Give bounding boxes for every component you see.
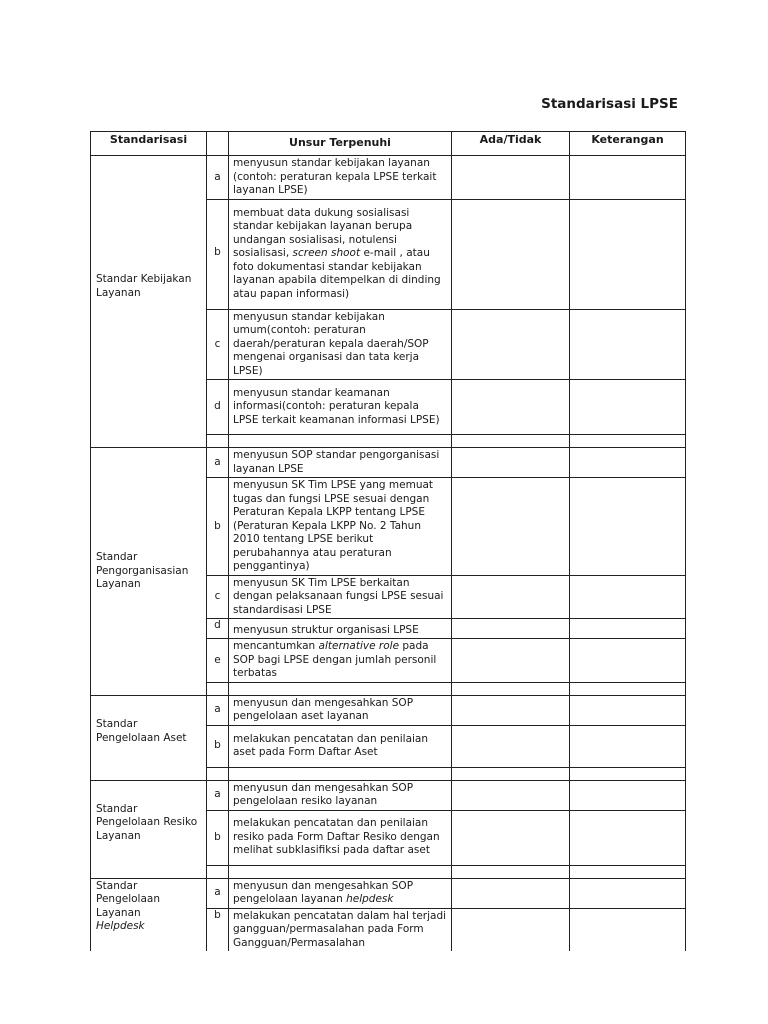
item-letter: a bbox=[207, 780, 229, 810]
ada-tidak-cell[interactable] bbox=[452, 380, 570, 435]
ada-tidak-cell[interactable] bbox=[452, 639, 570, 683]
ada-tidak-cell[interactable] bbox=[452, 878, 570, 908]
keterangan-cell[interactable] bbox=[570, 695, 686, 725]
keterangan-cell[interactable] bbox=[570, 448, 686, 478]
keterangan-cell[interactable] bbox=[570, 878, 686, 908]
item-text: menyusun struktur organisasi LPSE bbox=[229, 619, 452, 639]
item-letter: b bbox=[207, 199, 229, 309]
keterangan-cell[interactable] bbox=[570, 810, 686, 865]
item-text: menyusun dan mengesahkan SOP pengelolaan resiko layanan bbox=[229, 780, 452, 810]
keterangan-cell[interactable] bbox=[570, 478, 686, 576]
item-text: membuat data dukung sosialisasi standar kebijakan layanan berupa undangan sosialisasi, notulensi sosialisasi, screen shoot e-mail , atau foto dokumentasi standar kebijakan layanan apabila ditempelkan di dinding atau papan informasi) bbox=[229, 199, 452, 309]
item-letter: e bbox=[207, 639, 229, 683]
ada-tidak-cell[interactable] bbox=[452, 810, 570, 865]
item-text: menyusun dan mengesahkan SOP pengelolaan aset layanan bbox=[229, 695, 452, 725]
item-text: menyusun SK Tim LPSE berkaitan dengan pelaksanaan fungsi LPSE sesuai standardisasi LPSE bbox=[229, 575, 452, 619]
keterangan-cell[interactable] bbox=[570, 639, 686, 683]
group-name: Standar Pengelolaan Resiko Layanan bbox=[91, 780, 207, 878]
group-name: Standar Pengelolaan Layanan Helpdesk bbox=[91, 878, 207, 951]
keterangan-cell[interactable] bbox=[570, 908, 686, 951]
item-letter: a bbox=[207, 878, 229, 908]
header-letter bbox=[207, 132, 229, 156]
item-letter: b bbox=[207, 810, 229, 865]
header-unsur: Unsur Terpenuhi bbox=[229, 132, 452, 156]
ada-tidak-cell[interactable] bbox=[452, 199, 570, 309]
item-text: menyusun standar keamanan informasi(contoh: peraturan kepala LPSE terkait keamanan informasi LPSE) bbox=[229, 380, 452, 435]
header-ada-tidak: Ada/Tidak bbox=[452, 132, 570, 156]
table-header-row bbox=[91, 132, 686, 156]
group-name: Standar Pengorganisasian Layanan bbox=[91, 448, 207, 696]
table-row bbox=[91, 695, 686, 725]
keterangan-cell[interactable] bbox=[570, 780, 686, 810]
keterangan-cell[interactable] bbox=[570, 380, 686, 435]
table-row bbox=[91, 878, 686, 908]
item-text: menyusun standar kebijakan umum(contoh: peraturan daerah/peraturan kepala daerah/SOP mengenai organisasi dan tata kerja LPSE) bbox=[229, 309, 452, 380]
item-text: mencantumkan alternative role pada SOP bagi LPSE dengan jumlah personil terbatas bbox=[229, 639, 452, 683]
ada-tidak-cell[interactable] bbox=[452, 478, 570, 576]
keterangan-cell[interactable] bbox=[570, 619, 686, 639]
header-keterangan: Keterangan bbox=[570, 132, 686, 156]
ada-tidak-cell[interactable] bbox=[452, 725, 570, 767]
item-letter: b bbox=[207, 908, 229, 951]
item-letter: a bbox=[207, 156, 229, 200]
standarisasi-table bbox=[90, 131, 686, 951]
ada-tidak-cell[interactable] bbox=[452, 908, 570, 951]
page-title: Standarisasi LPSE bbox=[541, 96, 678, 112]
keterangan-cell[interactable] bbox=[570, 156, 686, 200]
item-text: menyusun standar kebijakan layanan (contoh: peraturan kepala LPSE terkait layanan LPSE) bbox=[229, 156, 452, 200]
keterangan-cell[interactable] bbox=[570, 199, 686, 309]
ada-tidak-cell[interactable] bbox=[452, 780, 570, 810]
item-letter: a bbox=[207, 448, 229, 478]
table-row bbox=[91, 780, 686, 810]
table-row bbox=[91, 448, 686, 478]
ada-tidak-cell[interactable] bbox=[452, 309, 570, 380]
item-letter: a bbox=[207, 695, 229, 725]
item-text: melakukan pencatatan dalam hal terjadi gangguan/permasalahan pada Form Gangguan/Permasalahan bbox=[229, 908, 452, 951]
keterangan-cell[interactable] bbox=[570, 309, 686, 380]
item-letter: b bbox=[207, 478, 229, 576]
group-name: Standar Kebijakan Layanan bbox=[91, 156, 207, 448]
item-text: menyusun SK Tim LPSE yang memuat tugas dan fungsi LPSE sesuai dengan Peraturan Kepala LKPP tentang LPSE (Peraturan Kepala LKPP No. 2 Tahun 2010 tentang LPSE berikut perubahannya atau peraturan penggantinya) bbox=[229, 478, 452, 576]
ada-tidak-cell[interactable] bbox=[452, 695, 570, 725]
group-name: Standar Pengelolaan Aset bbox=[91, 695, 207, 780]
ada-tidak-cell[interactable] bbox=[452, 448, 570, 478]
item-letter: d bbox=[207, 380, 229, 435]
item-text: menyusun dan mengesahkan SOP pengelolaan layanan helpdesk bbox=[229, 878, 452, 908]
item-letter: c bbox=[207, 575, 229, 619]
item-letter: b bbox=[207, 725, 229, 767]
ada-tidak-cell[interactable] bbox=[452, 156, 570, 200]
keterangan-cell[interactable] bbox=[570, 725, 686, 767]
ada-tidak-cell[interactable] bbox=[452, 619, 570, 639]
header-standarisasi: Standarisasi bbox=[91, 132, 207, 156]
keterangan-cell[interactable] bbox=[570, 575, 686, 619]
item-text: melakukan pencatatan dan penilaian aset pada Form Daftar Aset bbox=[229, 725, 452, 767]
ada-tidak-cell[interactable] bbox=[452, 575, 570, 619]
item-letter: c bbox=[207, 309, 229, 380]
item-letter: d bbox=[207, 619, 229, 639]
item-text: melakukan pencatatan dan penilaian resiko pada Form Daftar Resiko dengan melihat subklasifiksi pada daftar aset bbox=[229, 810, 452, 865]
table-row bbox=[91, 156, 686, 200]
item-text: menyusun SOP standar pengorganisasi layanan LPSE bbox=[229, 448, 452, 478]
